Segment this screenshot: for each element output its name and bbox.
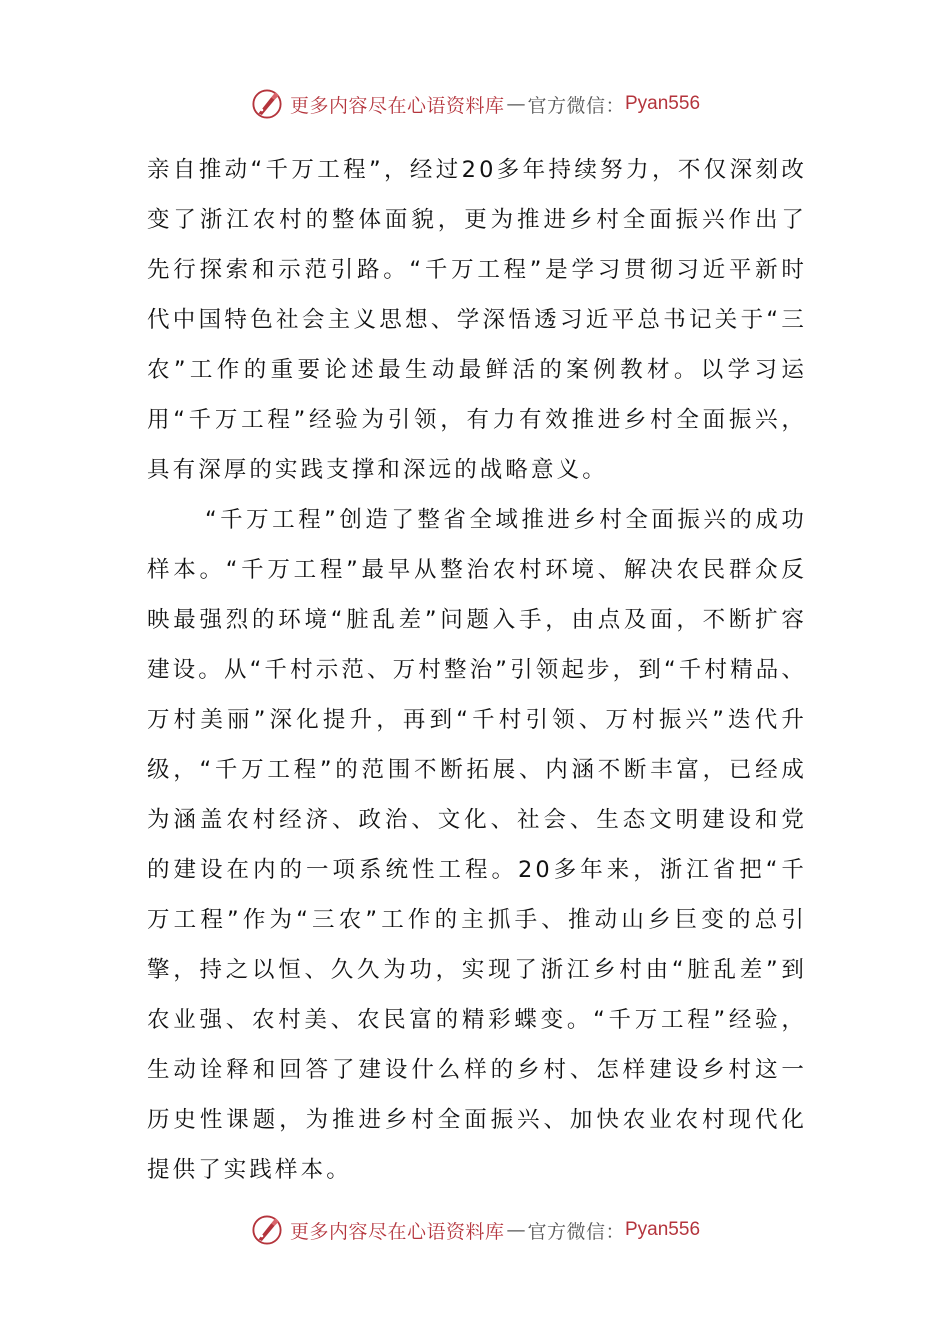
- footer-banner: [0, 1208, 950, 1252]
- footer-dash: —: [506, 1219, 526, 1241]
- header-contact-label: 官方微信：: [527, 94, 625, 117]
- document-body: [147, 145, 807, 1195]
- header-dash: —: [506, 93, 526, 115]
- pen-nib-logo-icon: [250, 1213, 284, 1247]
- pen-nib-logo-icon: [250, 87, 284, 121]
- footer-contact-label: 官方微信：: [527, 1220, 625, 1243]
- paragraph-2: “千万工程”创造了整省全域推进乡村全面振兴的成功样本。“千万工程”最早从整治农村环境、解决农民群众反映最强烈的环境“脏乱差”问题入手，由点及面，不断扩容建设。从“千村示范、万村整治”引领起步，到“千村精品、万村美丽”深化提升，再到“千村引领、万村振兴”迭代升级，“千万工程”的范围不断拓展、内涵不断丰富，已经成为涵盖农村经济、政治、文化、社会、生态文明建设和党的建设在内的一项系统性工程。20多年来，浙江省把“千万工程”作为“三农”工作的主抓手、推动山乡巨变的总引擎，持之以恒、久久为功，实现了浙江乡村由“脏乱差”到农业强、农村美、农民富的精彩蝶变。“千万工程”经验，生动诠释和回答了建设什么样的乡村、怎样建设乡村这一历史性课题，为推进乡村全面振兴、加快农业农村现代化提供了实践样本。: [147, 507, 807, 1183]
- paragraph-1: 亲自推动“千万工程”，经过20多年持续努力，不仅深刻改变了浙江农村的整体面貌，更为推进乡村全面振兴作出了先行探索和示范引路。“千万工程”是学习贯彻习近平新时代中国特色社会主义思想、学深悟透习近平总书记关于“三农”工作的重要论述最生动最鲜活的案例教材。以学习运用“千万工程”经验为引领，有力有效推进乡村全面振兴，具有深厚的实践支撑和深远的战略意义。: [147, 157, 807, 483]
- footer-brand-text: 更多内容尽在心语资料库: [289, 1220, 505, 1243]
- header-wechat-id: Pyan556: [625, 93, 701, 114]
- header-banner: [0, 82, 950, 126]
- footer-wechat-id: Pyan556: [625, 1219, 701, 1240]
- header-brand-text: 更多内容尽在心语资料库: [289, 94, 505, 117]
